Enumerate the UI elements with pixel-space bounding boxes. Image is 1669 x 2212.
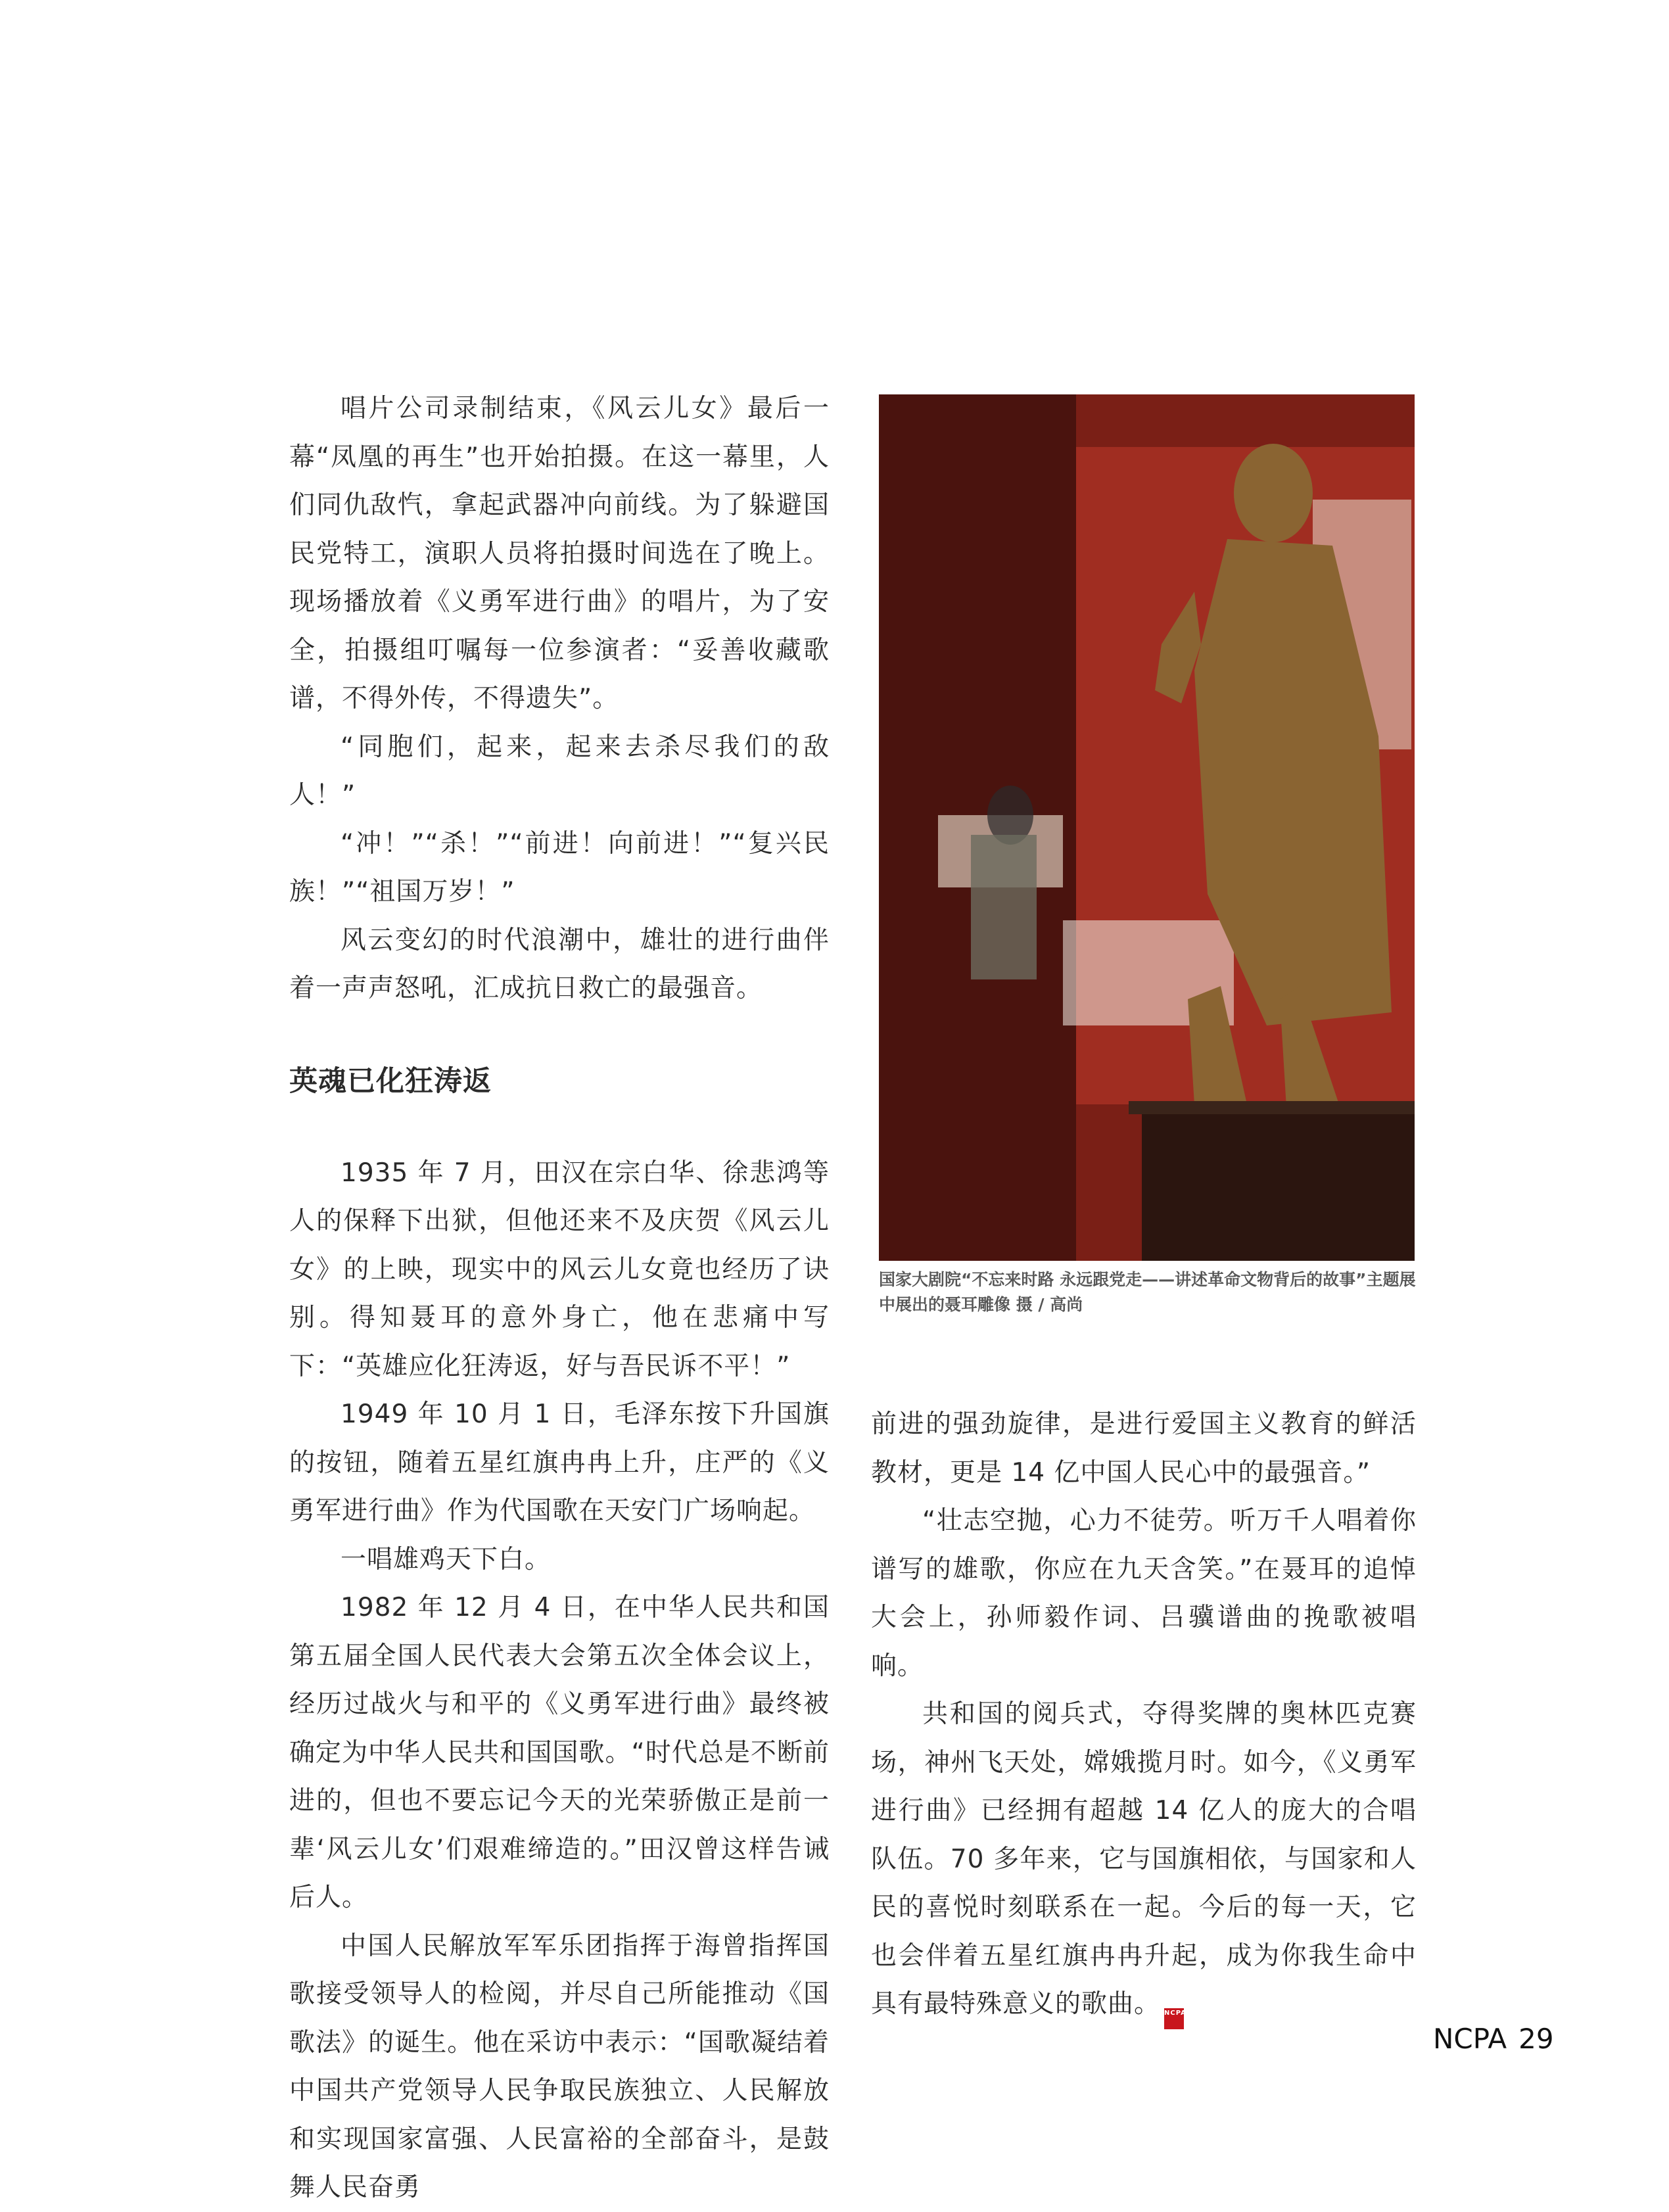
body-paragraph: “同胞们，起来，起来去杀尽我们的敌人！” [289,732,830,810]
body-paragraph [871,1690,1417,2029]
body-paragraph: 1935 年 7 月，田汉在宗白华、徐悲鸿等人的保释下出狱，但他还来不及庆贺《风云儿女》的上映，现实中的风云儿女竟也经历了诀别。得知聂耳的意外身亡，他在悲痛中写下：“英雄应化狂涛返，好与吾民诉不平！” [289,1158,830,1381]
page-footer [1433,2023,1566,2055]
exhibition-illustration [879,394,1415,1261]
footer-brand: NCPA [1433,2023,1507,2055]
body-paragraph: 一唱雄鸡天下白。 [341,1544,552,1574]
photo-caption: 国家大剧院“不忘来时路 永远跟党走——讲述革命文物背后的故事”主题展中展出的聂耳雕像 摄 / 高尚 [879,1270,1416,1314]
body-text: 共和国的阅兵式，夺得奖牌的奥林匹克赛场，神州飞天处，嫦娥揽月时。如今，《义勇军进行曲》已经拥有超越 14 亿人的庞大的合唱队伍。70 多年来，它与国旗相依，与国家和人民的喜悦时刻联系在一起。今后的每一天，它也会伴着五星红旗冉冉升起，成为你我生命中具有最特殊意义的歌曲。 [871,1699,1417,2019]
nie-er-statue-photo [879,394,1415,1261]
body-paragraph: “壮志空抛，心力不徒劳。听万千人唱着你谱写的雄歌，你应在九天含笑。”在聂耳的追悼大会上，孙师毅作词、吕骥谱曲的挽歌被唱响。 [871,1506,1417,1681]
body-paragraph: 风云变幻的时代浪潮中，雄壮的进行曲伴着一声声怒吼，汇成抗日救亡的最强音。 [289,925,830,1003]
body-paragraph: 1982 年 12 月 4 日，在中华人民共和国第五届全国人民代表大会第五次全体会议上，经历过战火与和平的《义勇军进行曲》最终被确定为中华人民共和国国歌。“时代总是不断前进的，但也不要忘记今天的光荣骄傲正是前一辈‘风云儿女’们艰难缔造的。”田汉曾这样告诫后人。 [289,1593,830,1912]
body-paragraph: 1949 年 10 月 1 日，毛泽东按下升国旗的按钮，随着五星红旗冉冉上升，庄严的《义勇军进行曲》作为代国歌在天安门广场响起。 [289,1400,830,1526]
right-column [871,1400,1417,2029]
body-paragraph: 中国人民解放军军乐团指挥于海曾指挥国歌接受领导人的检阅，并尽自己所能推动《国歌法》的诞生。他在采访中表示：“国歌凝结着中国共产党领导人民争取民族独立、人民解放和实现国家富强、人民富裕的全部奋斗，是鼓舞人民奋勇 [289,1931,830,2202]
section-heading: 英魂已化狂涛返 [289,1064,492,1098]
body-paragraph: 前进的强劲旋律，是进行爱国主义教育的鲜活教材，更是 14 亿中国人民心中的最强音。” [871,1409,1417,1488]
left-column [289,385,830,2212]
page-number: 29 [1518,2023,1554,2055]
ncpa-end-mark-icon: NCPA [1164,2008,1184,2029]
body-paragraph: “冲！”“杀！”“前进！向前进！”“复兴民族！”“祖国万岁！” [289,828,830,906]
body-paragraph: 唱片公司录制结束，《风云儿女》最后一幕“凤凰的再生”也开始拍摄。在这一幕里，人们同仇敌忾，拿起武器冲向前线。为了躲避国民党特工，演职人员将拍摄时间选在了晚上。现场播放着《义勇军进行曲》的唱片，为了安全，拍摄组叮嘱每一位参演者：“妥善收藏歌谱，不得外传，不得遗失”。 [289,394,830,713]
